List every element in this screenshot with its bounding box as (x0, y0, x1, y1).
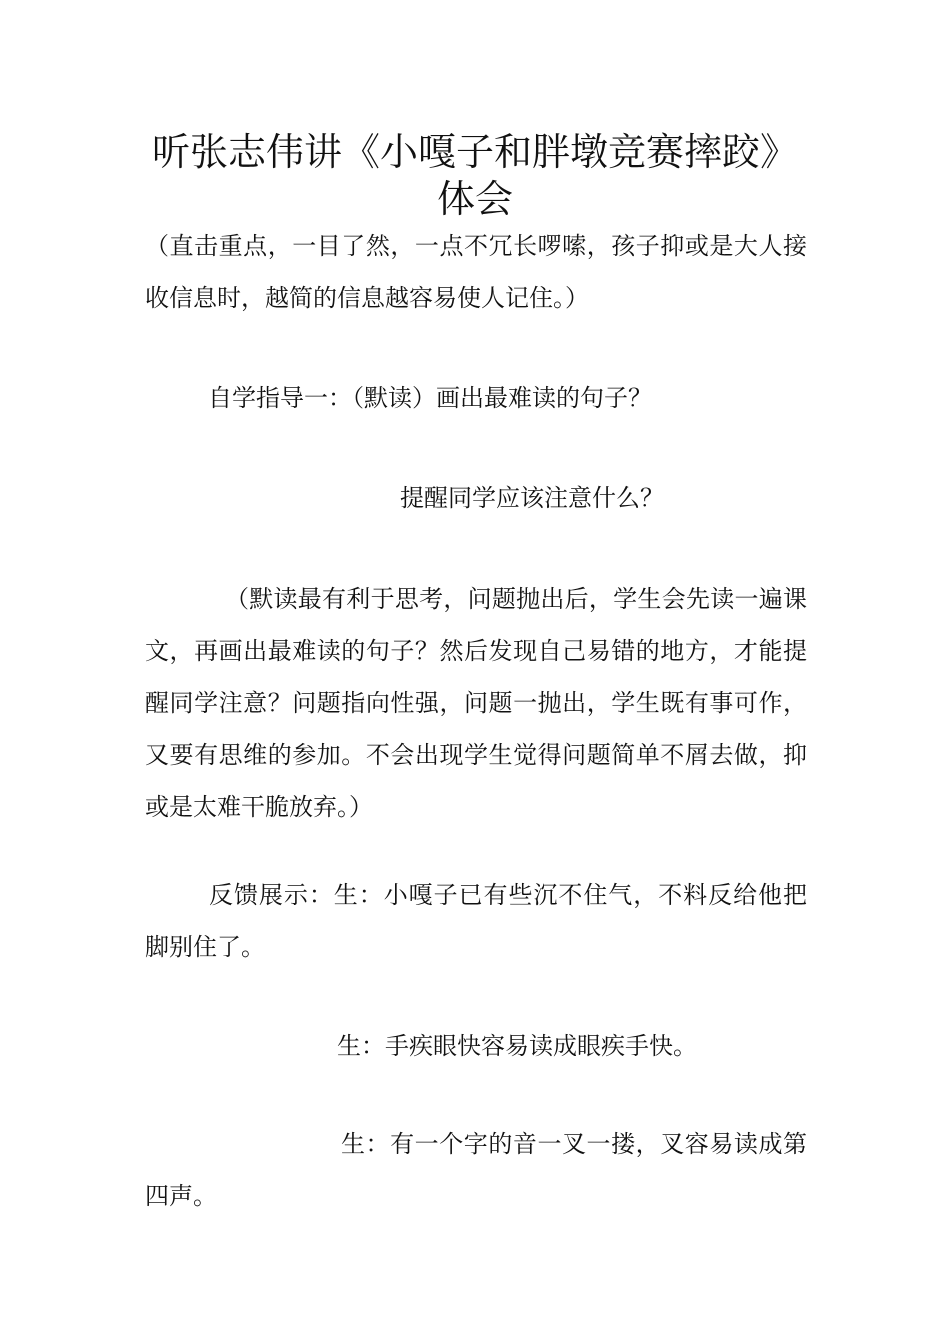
document-title: 听张志伟讲《小嘎子和胖墩竞赛摔跤》 (151, 130, 798, 174)
guide-note-paragraph: （默读最有利于思考，问题抛出后，学生会先读一遍课文，再画出最难读的句子？然后发现自己易错的地方，才能提醒同学注意？问题指向性强，问题一抛出，学生既有事可作，又要有思维的参加。不会出现学生觉得问题简单不屑去做，抑或是太难干脆放弃。） (145, 585, 807, 821)
guide-one-paragraph: 自学指导一：（默读）画出最难读的句子？ (208, 384, 652, 412)
feedback-paragraph-2: 生：手疾眼快容易读成眼疾手快。 (337, 1032, 697, 1060)
document-title-line2: 体会 (436, 177, 513, 221)
intro-note-paragraph: （直击重点，一目了然，一点不冗长啰嗦，孩子抑或是大人接收信息时，越简的信息越容易使人记住。） (145, 232, 807, 312)
feedback-paragraph-3: 生：有一个字的音一叉一搂，叉容易读成第四声。 (145, 1130, 807, 1210)
guide-one-continuation: 提醒同学应该注意什么？ (400, 484, 664, 512)
feedback-paragraph-1: 反馈展示：生：小嘎子已有些沉不住气，不料反给他把脚别住了。 (145, 881, 807, 961)
